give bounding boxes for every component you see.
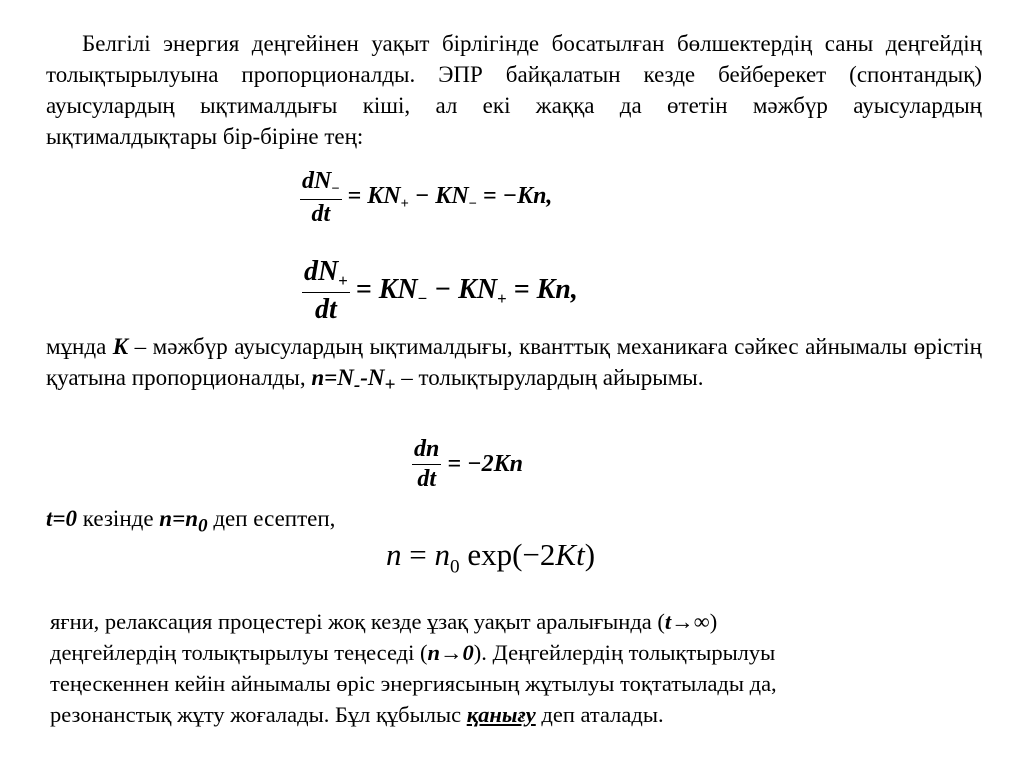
intro-paragraph: Белгілі энергия деңгейінен уақыт бірлігінде босатылған бөлшектердің саны деңгейдің толықтырылуына пропорционалды. ЭПР байқалатын кезде бейберекет (спонтандық) ауысулардың ықтималдығы кіші, ал екі жаққа да өтетін мәжбүр ауысулардың ықтималдықтары бір-біріне тең: [46, 31, 982, 149]
fraction-numerator: $dN_-$ [300, 168, 342, 200]
equation-dn-plus [302, 256, 578, 326]
conclusion-line-2: деңгейлердің толықтырылуы теңеседі (n→0). Деңгейлердің толықтырылуы [50, 640, 776, 665]
saturation-term: қанығу [466, 702, 536, 727]
equation-dn-minus [300, 168, 552, 228]
initial-condition-line: t=0 кезінде $n=n_0$ деп есептеп, [46, 506, 336, 537]
equation-rhs: = $KN_+ - KN_- = -Kn$, [347, 183, 553, 213]
fraction-denominator: dt [417, 466, 437, 492]
equation-exponential-solution: $n = n_0$ exp(−2Kt) [386, 537, 596, 578]
conclusion-line-3: теңескеннен кейін айнымалы өріс энергиясының жұтылуы тоқтатылады да, [50, 671, 777, 696]
conclusion-line-4: резонанстық жұту жоғалады. Бұл құбылыс қанығу деп аталады. [50, 702, 664, 727]
fraction-numerator: dn [412, 436, 441, 465]
conclusion-line-1: яғни, релаксация процестері жоқ кезде ұзақ уақыт аралығында (t→∞) [50, 609, 718, 634]
fraction-denominator: dt [311, 201, 331, 228]
fraction-denominator: dt [315, 293, 337, 325]
fraction-dn-minus-dt [300, 168, 342, 228]
fraction-dn-dt [412, 436, 441, 493]
explanation-paragraph: мұнда K – мәжбүр ауысулардың ықтималдығы, кванттық механикаға сәйкес айнымалы өрістің қуатына пропорционалды, $n=N_--N_+$ – толықтырулардың айырымы. [46, 334, 982, 396]
equation-rhs: = −2Kn [447, 451, 523, 477]
fraction-dn-plus-dt [302, 256, 350, 326]
fraction-numerator: $dN_+$ [302, 256, 350, 293]
equation-rhs: = $KN_- - KN_+ = Kn$, [355, 273, 578, 308]
conclusion-paragraph [50, 606, 990, 730]
equation-dn-dt [412, 436, 523, 493]
